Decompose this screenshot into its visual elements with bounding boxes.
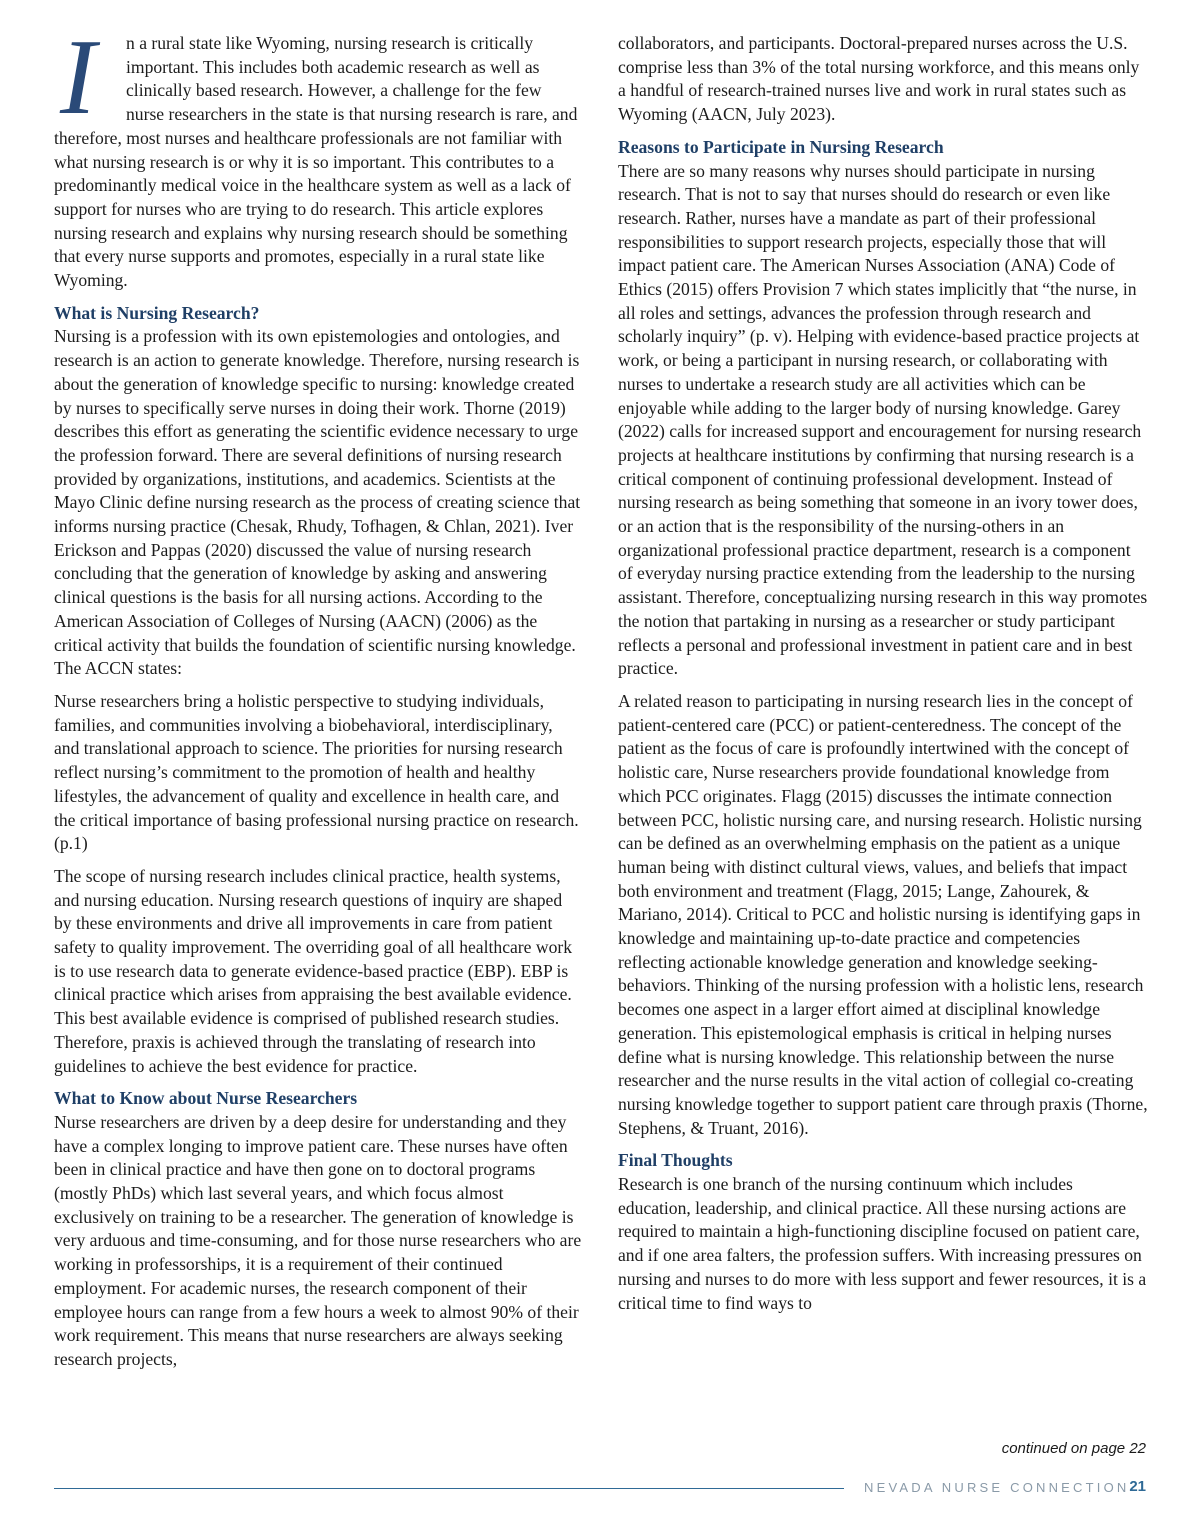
paragraph-reasons: There are so many reasons why nurses should participate in nursing research. That is not to say that nurses should do research or even like research. Rather, nurses have a mandate as part of their professional responsibilities to support research projects, especially those that will impact patient care. The American Nurses Association (ANA) Code of Ethics (2015) offers Provision 7 which states implicitly that “the nurse, in all roles and settings, advances the profession through research and scholarly inquiry” (p. v). Helping with evidence-based practice projects at work, or being a participant in nursing research, or collaborating with nurses to undertake a research study are all activities which can be enjoyable while adding to the larger body of nursing knowledge. Garey (2022) calls for increased support and encouragement for nursing research projects at healthcare institutions by confirming that nursing research is a critical component of continuing professional development. Instead of nursing research as being something that someone in an ivory tower does, or an action that is the responsibility of the nursing-others in an organizational professional practice department, research is a component of everyday nursing practice extending from the leadership to the nursing assistant. Therefore, conceptualizing nursing research in this way promotes the notion that partaking in nursing as a researcher or study participant reflects a personal and professional investment in patient care and in best practice. (618, 160, 1148, 679)
drop-cap: I (60, 18, 96, 137)
left-column (54, 18, 582, 1372)
heading-final-thoughts: Final Thoughts (618, 1150, 733, 1171)
paragraph-nursing-definition: Nursing is a profession with its own epistemologies and ontologies, and research is an action to generate knowledge. Therefore, nursing research is about the generation of knowledge specific to nursing: knowledge created by nurses to specifically serve nurses in doing their work. Thorne (2019) describes this effort as generating the scientific evidence necessary to urge the profession forward. There are several definitions of nursing research provided by organizations, institutions, and academics. Scientists at the Mayo Clinic define nursing research as the process of creating science that informs nursing practice (Chesak, Rhudy, Tofhagen, & Chlan, 2021). Iver Erickson and Pappas (2020) discussed the value of nursing research concluding that the generation of knowledge by asking and answering clinical questions is the basis for all nursing actions. According to the American Association of Colleges of Nursing (AACN) (2006) as the critical activity that builds the foundation of scientific nursing knowledge. The ACCN states: (54, 326, 581, 679)
intro-text: n a rural state like Wyoming, nursing research is critically important. This includes both academic research as well as clinically based research. However, a challenge for the few nurse researchers in the state is that nursing research is rare, and therefore, most nurses and healthcare professionals are not familiar with what nursing research is or why it is so important. This contributes to a predominantly medical voice in the healthcare system as well as a lack of support for nurses who are trying to do research. This article explores nursing research and explains why nursing research should be something that every nurse supports and promotes, especially in a rural state like Wyoming. (54, 33, 578, 291)
paragraph-pcc: A related reason to participating in nursing research lies in the concept of patient-centered care (PCC) or patient-centeredness. The concept of the patient as the focus of care is profoundly intertwined with the concept of holistic care, Nurse researchers provide foundational knowledge from which PCC originates. Flagg (2015) discusses the intimate connection between PCC, holistic nursing care, and nursing research. Holistic nursing can be defined as an overwhelming emphasis on the patient as a unique human being with distinct cultural views, values, and beliefs that impact both environment and treatment (Flagg, 2015; Lange, Zahourek, & Mariano, 2014). Critical to PCC and holistic nursing is identifying gaps in knowledge and maintaining up-to-date practice and competencies reflecting actionable knowledge generation and knowledge seeking-behaviors. Thinking of the nursing profession with a holistic lens, research becomes one aspect in a larger effort aimed at disciplinal knowledge generation. This epistemological emphasis is critical in helping nurses define what is nursing knowledge. This relationship between the nurse researcher and the nurse results in the vital action of collegial co-creating nursing knowledge together to support patient care through praxis (Thorne, Stephens, & Truant, 2016). (618, 690, 1148, 1138)
paragraph-nurse-researchers: Nurse researchers are driven by a deep desire for understanding and they have a complex longing to improve patient care. These nurses have often been in clinical practice and have then gone on to doctoral programs (mostly PhDs) which last several years, and which focus almost exclusively on training to be a researcher. The generation of knowledge is very arduous and time-consuming, and for those nurse researchers who are working in professorships, it is a requirement of their continued employment. For academic nurses, the research component of their employee hours can range from a few hours a week to almost 90% of their work requirement. This means that nurse researchers are always seeking research projects, (54, 1111, 582, 1369)
footer-page-number: 21 (1129, 1478, 1146, 1495)
block-quote-aacn: Nurse researchers bring a holistic perspective to studying individuals, families, and communities involving a biobehavioral, interdisciplinary, and translational approach to science. The priorities for nursing research reflect nursing’s commitment to the promotion of health and healthy lifestyles, the advancement of quality and excellence in health care, and the critical importance of basing professional nursing practice on research. (p.1) (54, 690, 579, 854)
footer-divider (54, 1488, 844, 1489)
intro-paragraph (54, 18, 582, 293)
right-column (618, 32, 1148, 1315)
heading-nurse-researchers: What to Know about Nurse Researchers (54, 1088, 358, 1109)
paragraph-scope: The scope of nursing research includes clinical practice, health systems, and nursing education. Nursing research questions of inquiry are shaped by these environments and drive all improvements in care from patient safety to quality improvement. The overriding goal of all healthcare work is to use research data to generate evidence-based practice (EBP). EBP is clinical practice which arises from appraising the best available evidence. This best available evidence is comprised of published research studies. Therefore, praxis is achieved through the translating of research into guidelines to achieve the best evidence for practice. (54, 865, 573, 1076)
paragraph-final-thoughts: Research is one branch of the nursing continuum which includes education, leadership, and clinical practice. All these nursing actions are required to maintain a high-functioning discipline focused on patient care, and if one area falters, the profession suffers. With increasing pressures on nursing and nurses to do more with less support and fewer resources, it is a critical time to find ways to (618, 1174, 1147, 1313)
continued-note: continued on page 22 (1001, 1440, 1146, 1457)
heading-what-is-nursing-research: What is Nursing Research? (54, 302, 260, 323)
heading-reasons-to-participate: Reasons to Participate in Nursing Research (618, 136, 944, 157)
footer-publication-title: NEVADA NURSE CONNECTION (864, 1480, 1130, 1495)
paragraph-continuation: collaborators, and participants. Doctoral-prepared nurses across the U.S. comprise less than 3% of the total nursing workforce, and this means only a handful of research-trained nurses live and work in rural states such as Wyoming (AACN, July 2023). (618, 33, 1140, 125)
